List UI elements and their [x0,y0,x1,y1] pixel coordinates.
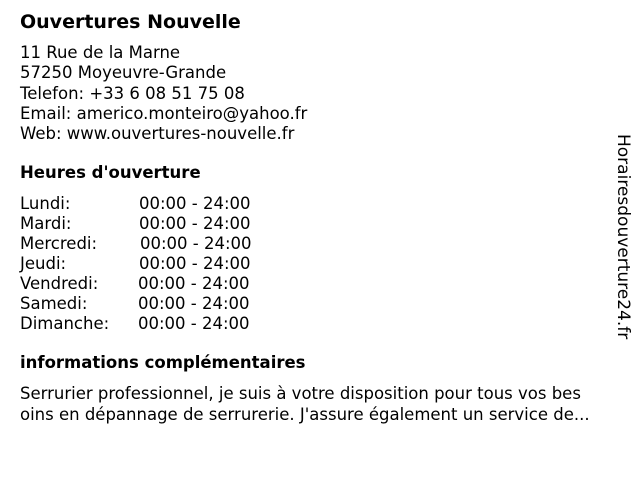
business-description [20,384,620,425]
hours-row-friday [20,274,280,294]
opening-hours-heading: Heures d'ouverture [20,163,201,182]
phone-number: Telefon: +33 6 08 51 75 08 [20,83,245,103]
time-range: 00:00 - 24:00 [139,214,251,233]
hours-row-monday [20,194,280,214]
time-range: 00:00 - 24:00 [140,234,252,253]
day-label: Samedi: [20,294,88,313]
website-address: Web: www.ouvertures-nouvelle.fr [20,124,295,144]
day-label: Mardi: [20,214,72,233]
time-range: 00:00 - 24:00 [138,274,250,293]
city-postcode: 57250 Moyeuvre-Grande [20,63,227,83]
time-range: 00:00 - 24:00 [139,194,251,213]
day-label: Mercredi: [20,234,98,253]
street-address: 11 Rue de la Marne [20,43,181,62]
day-label: Lundi: [20,194,71,213]
time-range: 00:00 - 24:00 [138,294,250,313]
site-watermark: Horairesdouverture24.fr [613,134,633,340]
description-line: oins en dépannage de serrurerie. J'assure également un service de... [20,404,590,424]
opening-hours-table [20,194,280,334]
time-range: 00:00 - 24:00 [138,314,250,333]
email-address: Email: americo.monteiro@yahoo.fr [20,103,308,123]
description-line: Serrurier professionnel, je suis à votre disposition pour tous vos bes [20,384,581,403]
hours-row-saturday [20,294,280,314]
time-range: 00:00 - 24:00 [139,254,251,273]
contact-block [20,43,307,144]
hours-row-wednesday [20,234,280,254]
day-label: Vendredi: [20,274,99,293]
business-name: Ouvertures Nouvelle [20,11,241,33]
additional-info-heading: informations complémentaires [20,353,306,372]
day-label: Dimanche: [20,314,110,333]
hours-row-sunday [20,314,280,334]
day-label: Jeudi: [20,254,67,273]
hours-row-thursday [20,254,280,274]
hours-row-tuesday [20,214,280,234]
